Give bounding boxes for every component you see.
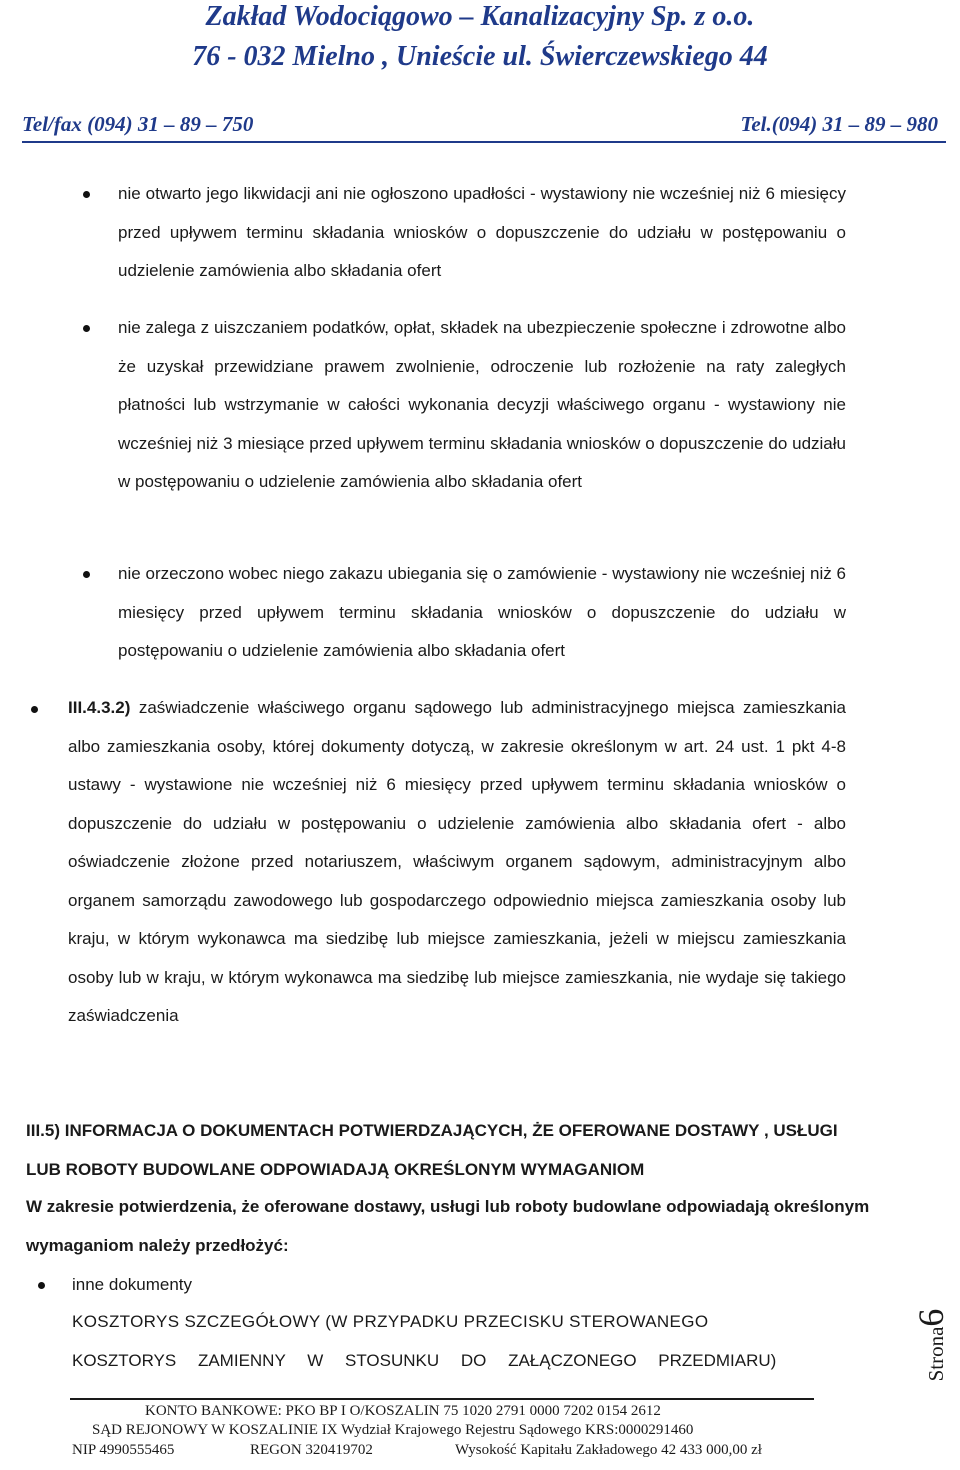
section-heading: III.5) INFORMACJA O DOKUMENTACH POTWIERDZAJĄCYCH, ŻE OFEROWANE DOSTAWY , USŁUGI LUB ROBOTY BUDOWLANE ODPOWIADAJĄ OKREŚLONYM WYMAGANIOM — [26, 1121, 838, 1179]
list-item: inne dokumenty — [72, 1275, 193, 1294]
list-item: nie orzeczono wobec niego zakazu ubiegania się o zamówienie - wystawiony nie wcześniej niż 6 miesięcy przed upływem terminu składania wniosków o dopuszczenie do udziału w postępowaniu o udzielenie zamówienia albo składania ofert — [118, 564, 846, 660]
page-label: Strona — [924, 1326, 948, 1382]
company-address: 76 - 032 Mielno , Unieście ul. Świerczewskiego 44 — [192, 41, 768, 72]
footer-divider — [70, 1398, 814, 1400]
document-line: KOSZTORYS SZCZEGÓŁOWY (W PRZYPADKU PRZECISKU STEROWANEGO — [72, 1312, 709, 1331]
item-text: zaświadczenie właściwego organu sądowego lub administracyjnego miejsca zamieszkania albo zamieszkania osoby, której dokumenty dotyczą, w zakresie określonym w art. 24 ust. 1 pkt 4-8 ustawy - wystawione nie wcześniej niż 6 miesięcy przed upływem terminu składania wniosków o dopuszczenie do udziału w postępowaniu o udzielenie zamówienia albo składania ofert - albo oświadczenie złożone przed notariuszem, właściwym organem sądowym, administracyjnym albo organem samorządu zawodowego lub gospodarczego odpowiednio miejsca zamieszkania osoby lub kraju, w którym wykonawca ma siedzibę lub miejsce zamieszkania, jeżeli w miejscu zamieszkania osoby lub w kraju, w którym wykonawca ma siedzibę lub miejsce zamieszkania, nie wydaje się takiego zaświadczenia — [68, 698, 847, 1025]
bullet-dot — [83, 325, 90, 332]
page-num: 6 — [911, 1308, 951, 1327]
list-item: nie zalega z uiszczaniem podatków, opłat, składek na ubezpieczenie społeczne i zdrowotne albo że uzyskał przewidziane prawem zwolnienie, odroczenie lub rozłożenie na raty zaległych płatności lub wstrzymanie w całości wykonania decyzji właściwego organu - wystawiony nie wcześniej niż 3 miesiące przed upływem terminu składania wniosków o dopuszczenie do udziału w postępowaniu o udzielenie zamówienia albo składania ofert — [118, 318, 846, 491]
document-line: KOSZTORYS ZAMIENNY W STOSUNKU DO ZAŁĄCZONEGO PRZEDMIARU) — [72, 1351, 777, 1370]
section-subheading: W zakresie potwierdzenia, że oferowane dostawy, usługi lub roboty budowlane odpowiadają określonym wymaganiom należy przedłożyć: — [26, 1197, 870, 1255]
footer-court: SĄD REJONOWY W KOSZALINIE IX Wydział Krajowego Rejestru Sądowego KRS:0000291460 — [92, 1422, 694, 1438]
bullet-dot — [31, 706, 38, 713]
header-divider — [22, 141, 946, 143]
company-name: Zakład Wodociągowo – Kanalizacyjny Sp. z o.o. — [205, 1, 755, 32]
tel: Tel.(094) 31 – 89 – 980 — [740, 112, 938, 136]
bullet-dot — [83, 191, 90, 198]
footer-bank: KONTO BANKOWE: PKO BP I O/KOSZALIN 75 1020 2791 0000 7202 0154 2612 — [145, 1403, 661, 1419]
telfax: Tel/fax (094) 31 – 89 – 750 — [22, 112, 254, 136]
page-number — [906, 1290, 956, 1400]
item-label: III.4.3.2) — [68, 698, 131, 717]
bullet-dot — [83, 571, 90, 578]
list-item-iii-4-3-2 — [68, 689, 846, 1036]
footer-nip: NIP 4990555465 — [72, 1442, 175, 1458]
list-item: nie otwarto jego likwidacji ani nie ogłoszono upadłości - wystawiony nie wcześniej niż 6 miesięcy przed upływem terminu składania wniosków o dopuszczenie do udziału w postępowaniu o udzielenie zamówienia albo składania ofert — [118, 184, 846, 280]
bullet-dot — [38, 1282, 45, 1289]
footer-capital: Wysokość Kapitału Zakładowego 42 433 000,00 zł — [455, 1442, 762, 1458]
footer-regon: REGON 320419702 — [250, 1442, 373, 1458]
